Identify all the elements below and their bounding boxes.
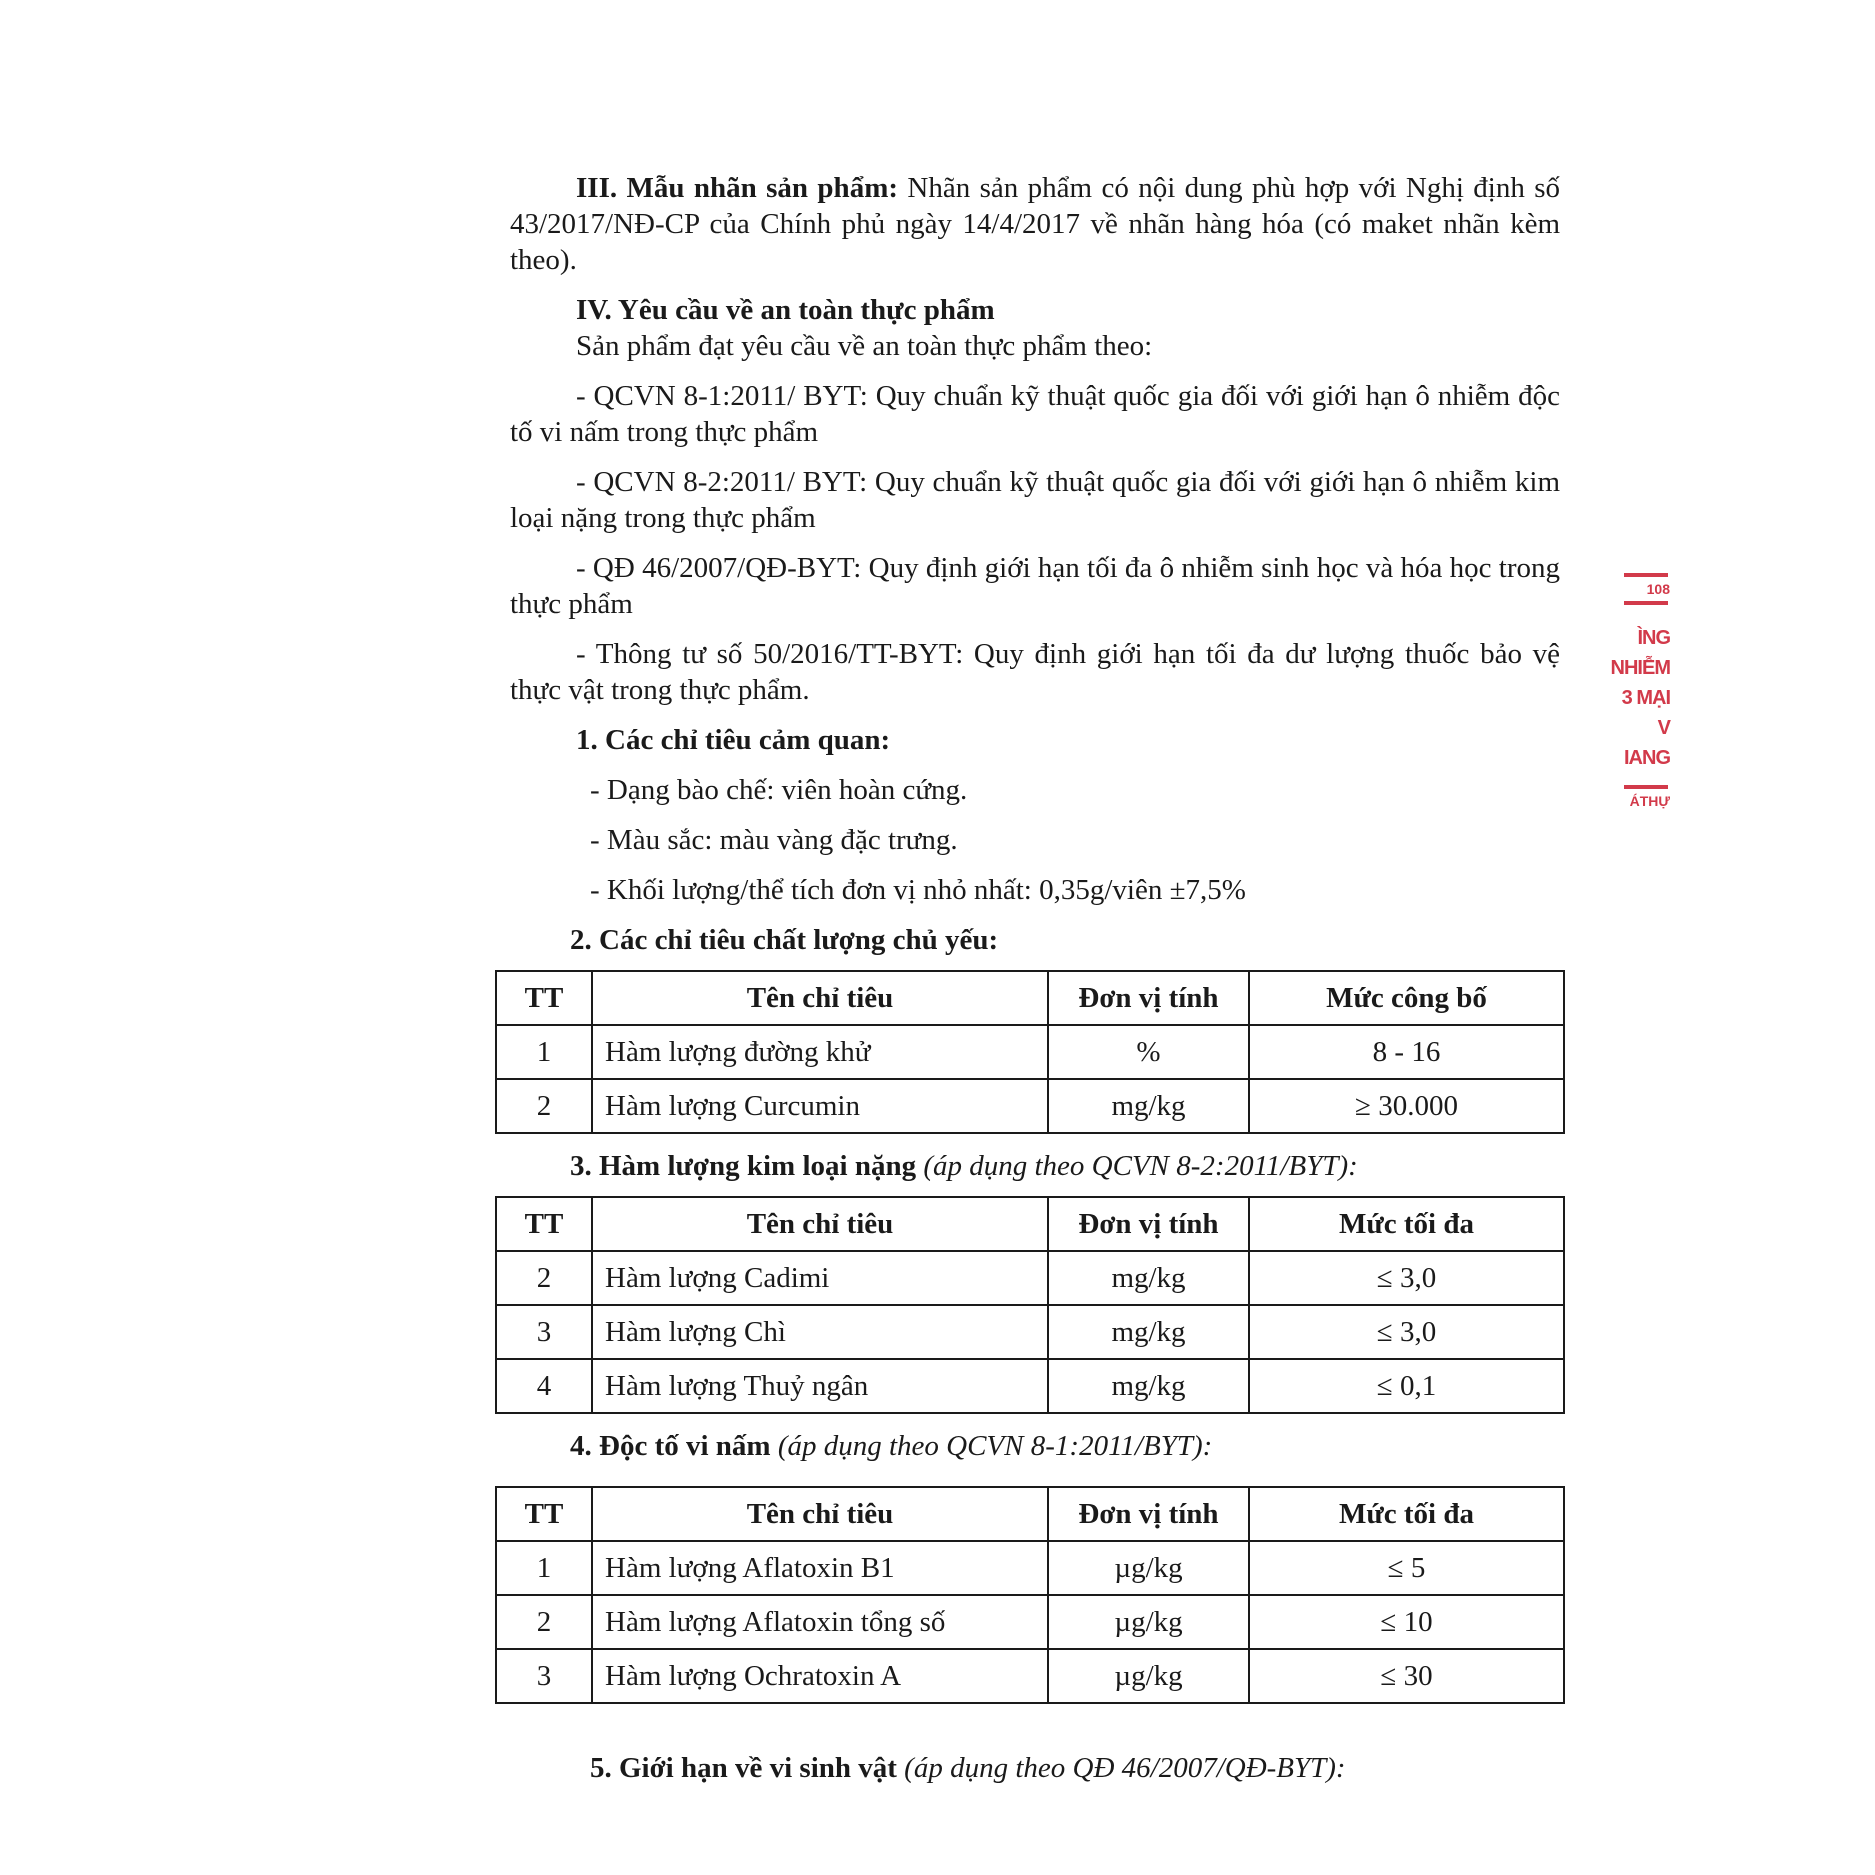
quality-heading [510, 922, 1560, 958]
microbio-note: (áp dụng theo QĐ 46/2007/QĐ-BYT): [896, 1752, 1346, 1784]
cell-name: Hàm lượng Aflatoxin tổng số [592, 1595, 1048, 1649]
cell-name: Hàm lượng đường khử [592, 1025, 1048, 1079]
cell-unit: µg/kg [1048, 1541, 1249, 1595]
header-name: Tên chỉ tiêu [592, 1487, 1048, 1541]
cell-value: ≤ 30 [1249, 1649, 1564, 1703]
section4-heading: IV. Yêu cầu về an toàn thực phẩm [576, 294, 995, 326]
stamp-bar [1624, 601, 1668, 605]
cell-unit: mg/kg [1048, 1251, 1249, 1305]
header-value: Mức công bố [1249, 971, 1564, 1025]
heavy-metals-table [495, 1196, 1565, 1414]
cell-name: Hàm lượng Curcumin [592, 1079, 1048, 1133]
regulation-item: - QCVN 8-1:2011/ BYT: Quy chuẩn kỹ thuật quốc gia đối với giới hạn ô nhiễm độc tố vi nấm trong thực phẩm [510, 380, 1560, 448]
sensory-item: - Khối lượng/thể tích đơn vị nhỏ nhất: 0,35g/viên ±7,5% [590, 874, 1246, 906]
cell-tt: 3 [496, 1305, 592, 1359]
cell-name: Hàm lượng Thuỷ ngân [592, 1359, 1048, 1413]
table-row [496, 1305, 1564, 1359]
table-header-row [496, 971, 1564, 1025]
cell-tt: 3 [496, 1649, 592, 1703]
cell-value: ≤ 0,1 [1249, 1359, 1564, 1413]
header-tt: TT [496, 1197, 592, 1251]
stamp-text: IANG [1624, 747, 1670, 769]
sensory-heading: 1. Các chỉ tiêu cảm quan: [576, 724, 891, 756]
header-tt: TT [496, 1487, 592, 1541]
sensory-item: - Dạng bào chế: viên hoàn cứng. [590, 774, 968, 806]
header-value: Mức tối đa [1249, 1487, 1564, 1541]
stamp-text: 108 [1646, 581, 1670, 597]
table-header-row [496, 1487, 1564, 1541]
cell-value: 8 - 16 [1249, 1025, 1564, 1079]
cell-unit: mg/kg [1048, 1079, 1249, 1133]
table-row [496, 1025, 1564, 1079]
cell-unit: % [1048, 1025, 1249, 1079]
section3-paragraph [510, 170, 1560, 278]
cell-unit: mg/kg [1048, 1305, 1249, 1359]
quality-table [495, 970, 1565, 1134]
table-header-row [496, 1197, 1564, 1251]
mycotoxins-note: (áp dụng theo QCVN 8-1:2011/BYT): [770, 1430, 1213, 1462]
header-unit: Đơn vị tính [1048, 1487, 1249, 1541]
cell-value: ≤ 10 [1249, 1595, 1564, 1649]
header-value: Mức tối đa [1249, 1197, 1564, 1251]
header-unit: Đơn vị tính [1048, 971, 1249, 1025]
header-unit: Đơn vị tính [1048, 1197, 1249, 1251]
regulation-item: - QCVN 8-2:2011/ BYT: Quy chuẩn kỹ thuật quốc gia đối với giới hạn ô nhiễm kim loại nặng trong thực phẩm [510, 466, 1560, 534]
section3-text: Nhãn sản phẩm có nội dung phù hợp với Nghị định số 43/2017/NĐ-CP của Chính phủ ngày 14/4/2017 về nhãn hàng hóa (có maket nhãn kèm theo). [510, 172, 1560, 276]
table-row [496, 1541, 1564, 1595]
sensory-item: - Màu sắc: màu vàng đặc trưng. [590, 824, 958, 856]
cell-value: ≤ 5 [1249, 1541, 1564, 1595]
stamp-bar [1624, 573, 1668, 577]
cell-value: ≤ 3,0 [1249, 1251, 1564, 1305]
cell-value: ≥ 30.000 [1249, 1079, 1564, 1133]
stamp-text: ÌNG [1637, 627, 1670, 649]
mycotoxins-heading [510, 1428, 1560, 1464]
stamp-bar [1624, 785, 1668, 789]
quality-heading-text: 2. Các chỉ tiêu chất lượng chủ yếu: [570, 924, 999, 956]
table-row [496, 1359, 1564, 1413]
header-name: Tên chỉ tiêu [592, 971, 1048, 1025]
cell-unit: mg/kg [1048, 1359, 1249, 1413]
table-row [496, 1649, 1564, 1703]
section3-heading: III. Mẫu nhãn sản phẩm: [576, 172, 899, 204]
microbio-heading-text: 5. Giới hạn về vi sinh vật [590, 1752, 897, 1784]
document-body [510, 170, 1560, 1786]
header-tt: TT [496, 971, 592, 1025]
stamp-text: ÁTHỰ [1629, 793, 1670, 809]
regulation-item: - QĐ 46/2007/QĐ-BYT: Quy định giới hạn tối đa ô nhiễm sinh học và hóa học trong thực phẩm [510, 552, 1560, 620]
table-row [496, 1595, 1564, 1649]
cell-name: Hàm lượng Cadimi [592, 1251, 1048, 1305]
cell-unit: µg/kg [1048, 1649, 1249, 1703]
cell-tt: 1 [496, 1541, 592, 1595]
cell-tt: 4 [496, 1359, 592, 1413]
regulation-item: - Thông tư số 50/2016/TT-BYT: Quy định giới hạn tối đa dư lượng thuốc bảo vệ thực vật trong thực phẩm. [510, 638, 1560, 706]
red-stamp-fragment [1610, 570, 1670, 810]
heavy-metals-note: (áp dụng theo QCVN 8-2:2011/BYT): [916, 1150, 1358, 1182]
cell-tt: 1 [496, 1025, 592, 1079]
cell-tt: 2 [496, 1079, 592, 1133]
cell-value: ≤ 3,0 [1249, 1305, 1564, 1359]
heavy-metals-heading [510, 1148, 1560, 1184]
header-name: Tên chỉ tiêu [592, 1197, 1048, 1251]
cell-name: Hàm lượng Chì [592, 1305, 1048, 1359]
mycotoxins-table [495, 1486, 1565, 1704]
heavy-metals-heading-text: 3. Hàm lượng kim loại nặng [570, 1150, 917, 1182]
stamp-text: NHIỄM [1610, 657, 1670, 679]
section4-intro: Sản phẩm đạt yêu cầu về an toàn thực phẩm theo: [576, 330, 1153, 362]
stamp-text: 3 MẠI V [1621, 687, 1670, 739]
microbio-heading [510, 1750, 1560, 1786]
cell-tt: 2 [496, 1251, 592, 1305]
cell-tt: 2 [496, 1595, 592, 1649]
cell-name: Hàm lượng Aflatoxin B1 [592, 1541, 1048, 1595]
table-row [496, 1251, 1564, 1305]
mycotoxins-heading-text: 4. Độc tố vi nấm [570, 1430, 771, 1462]
cell-name: Hàm lượng Ochratoxin A [592, 1649, 1048, 1703]
cell-unit: µg/kg [1048, 1595, 1249, 1649]
table-row [496, 1079, 1564, 1133]
